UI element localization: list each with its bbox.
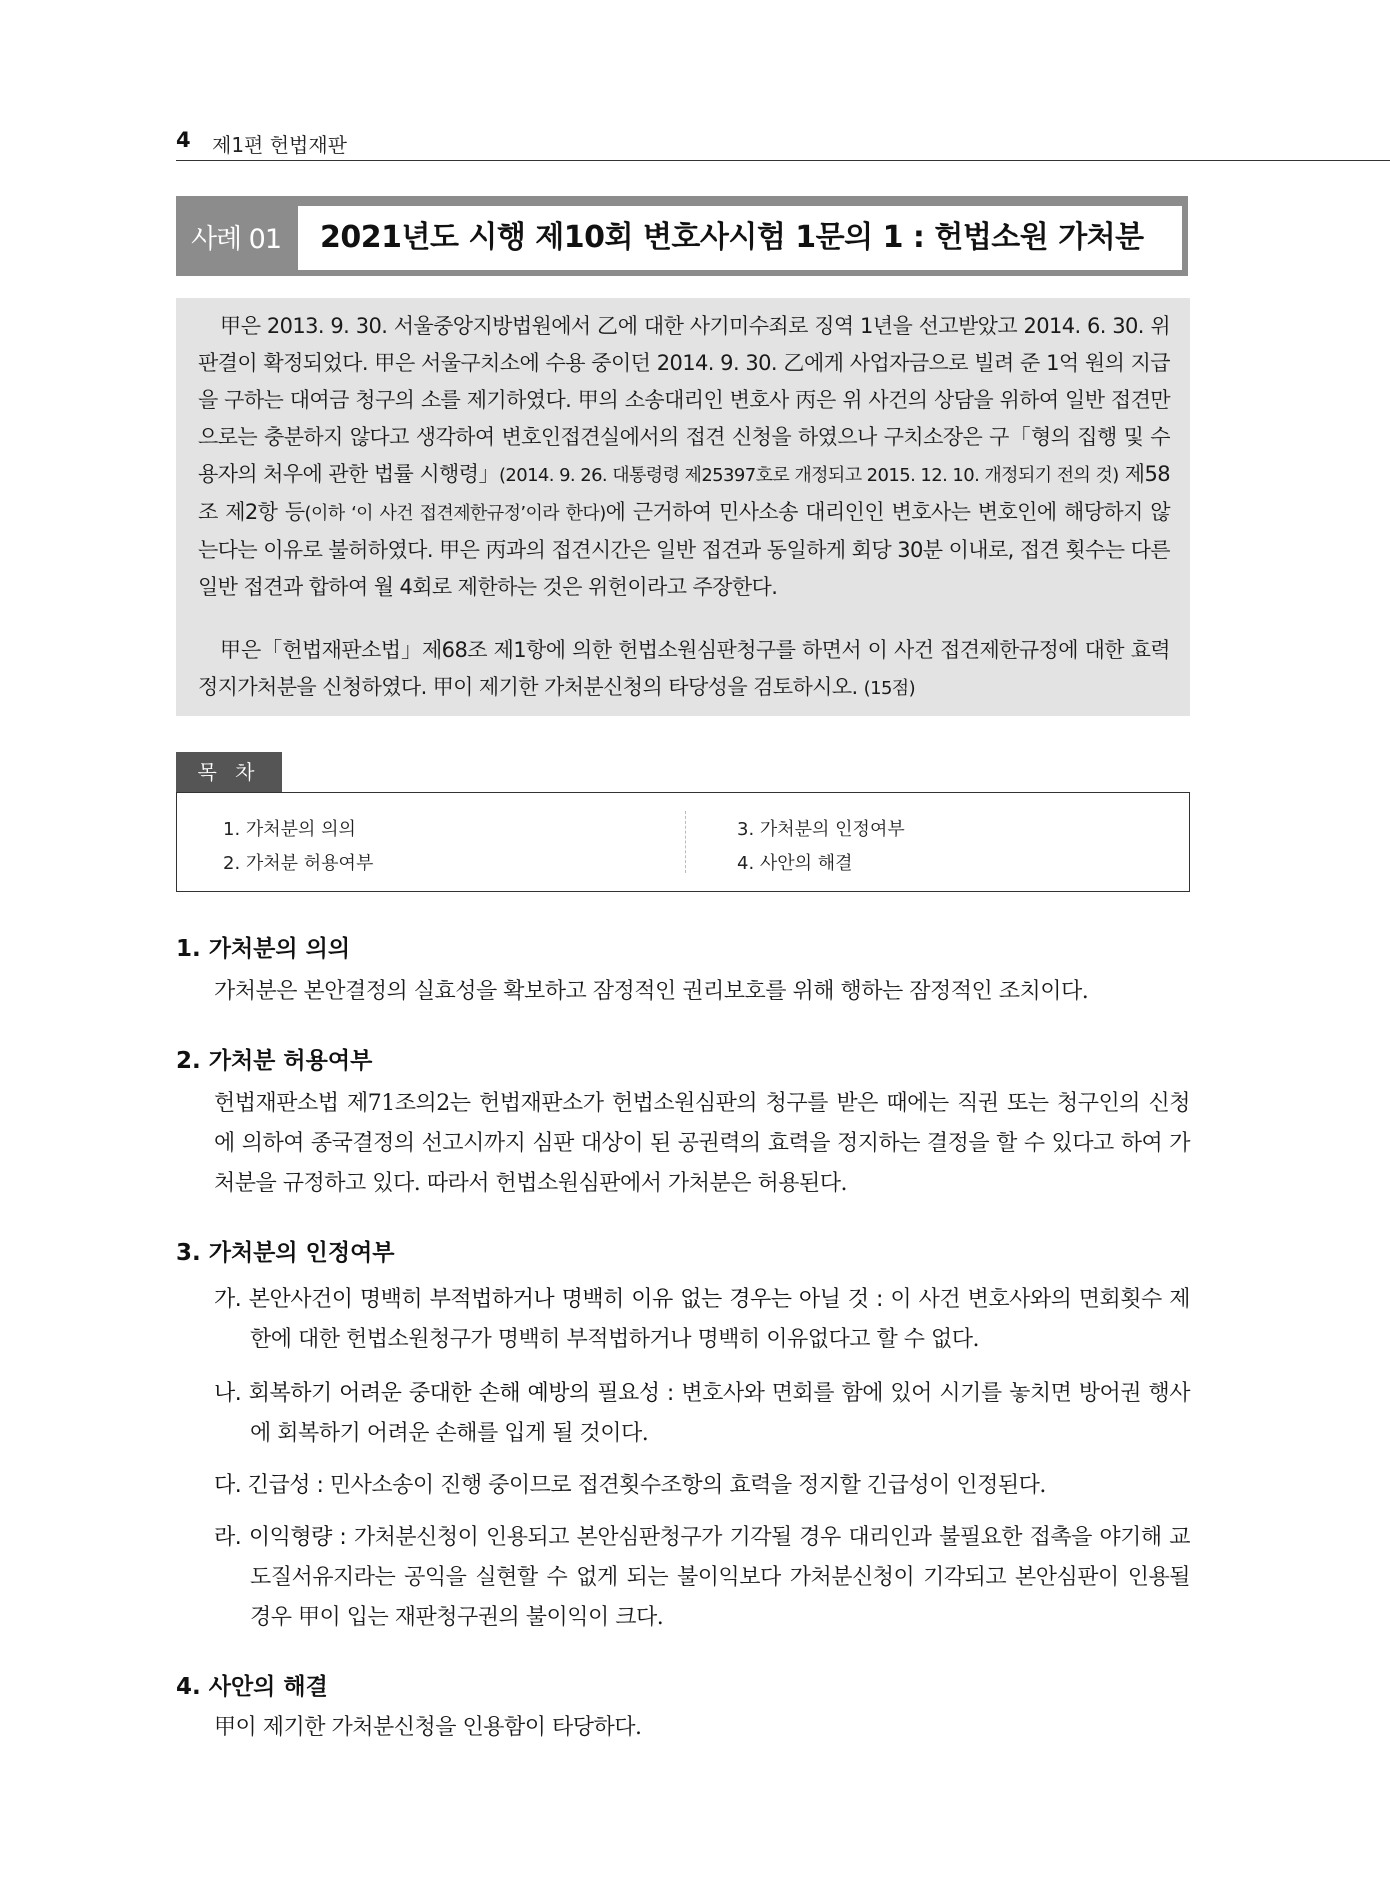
sub-item-text: 민사소송이 진행 중이므로 접견횟수조항의 효력을 정지할 긴급성이 인정된다.	[329, 1473, 1046, 1498]
chapter-title: 제1편 헌법재판	[212, 133, 348, 157]
sub-item-ga	[214, 1280, 1190, 1360]
section-text-4: 甲이 제기한 가처분신청을 인용함이 타당하다.	[214, 1715, 642, 1740]
case-title-panel	[298, 206, 1182, 270]
section-heading-3: 3. 가처분의 인정여부	[176, 1240, 395, 1266]
sub-item-text: 이 사건 변호사와의 면회횟수 제한에 대한 헌법소원청구가 명백히 부적법하거나 명백히 이유없다고 할 수 없다.	[250, 1287, 1191, 1352]
section-heading-2: 2. 가처분 허용여부	[176, 1048, 373, 1074]
section-text-2: 헌법재판소법 제71조의2는 헌법재판소가 헌법소원심판의 청구를 받은 때에는 직권 또는 청구인의 신청에 의하여 종국결정의 선고시까지 심판 대상이 된 공권력의 효력을 정지하는 결정을 할 수 있다고 하여 가처분을 규정하고 있다. 따라서 헌법소원심판에서 가처분은 허용된다.	[214, 1091, 1190, 1196]
sub-item-heading: 가. 본안사건이 명백히 부적법하거나 명백히 이유 없는 경우는 아닐 것 :	[214, 1287, 891, 1312]
sub-item-heading: 라. 이익형량 :	[214, 1525, 354, 1550]
problem-paragraph-1	[198, 308, 1170, 606]
toc-item: 4. 사안의 해결	[737, 853, 853, 874]
sub-item-heading: 다. 긴급성 :	[214, 1473, 330, 1498]
sub-item-da	[214, 1466, 1190, 1506]
toc-item: 3. 가처분의 인정여부	[737, 819, 905, 840]
case-label: 사례 01	[190, 224, 282, 255]
toc-box	[176, 792, 1190, 892]
problem-text: 에 근거하여 민사소송 대리인인 변호사는 변호인에 해당하지 않는다는 이유로 불허하였다. 甲은 丙과의 접견시간은 일반 접견과 동일하게 회당 30분 이내로, 접견 횟수는 다른 일반 접견과 합하여 월 4회로 제한하는 것은 위헌이라고 주장한다.	[198, 500, 1170, 599]
toc-item: 2. 가처분 허용여부	[223, 853, 374, 874]
section-text-1: 가처분은 본안결정의 실효성을 확보하고 잠정적인 권리보호를 위해 행하는 잠정적인 조치이다.	[214, 979, 1089, 1004]
toc-divider	[685, 811, 686, 873]
sub-item-text: 가처분신청이 인용되고 본안심판청구가 기각될 경우 대리인과 불필요한 접촉을 야기해 교도질서유지라는 공익을 실현할 수 없게 되는 불이익보다 가처분신청이 기각되고 본안심판이 인용될 경우 甲이 입는 재판청구권의 불이익이 크다.	[250, 1525, 1190, 1630]
case-title: 2021년도 시행 제10회 변호사시험 1문의 1 : 헌법소원 가처분	[320, 220, 1144, 255]
sub-item-ra	[214, 1518, 1190, 1638]
problem-text: 제58조 제2항 등	[198, 462, 1170, 524]
problem-points: (15점)	[863, 678, 916, 699]
problem-note: (이하 ‘이 사건 접견제한규정’이라 한다)	[304, 503, 606, 524]
problem-text: 甲은「헌법재판소법」제68조 제1항에 의한 헌법소원심판청구를 하면서 이 사건 접견제한규정에 대한 효력정지가처분을 신청하였다. 甲이 제기한 가처분신청의 타당성을 검토하시오.	[198, 638, 1170, 699]
page-number: 4	[176, 128, 191, 152]
problem-text: 甲은 2013. 9. 30. 서울중앙지방법원에서 乙에 대한 사기미수죄로 징역 1년을 선고받았고 2014. 6. 30. 위 판결이 확정되었다. 甲은 서울구치소에 수용 중이던 2014. 9. 30. 乙에게 사업자금으로 빌려 준 1억 원의 지급을 구하는 대여금 청구의 소를 제기하였다. 甲의 소송대리인 변호사 丙은 위 사건의 상담을 위하여 일반 접견만으로는 충분하지 않다고 생각하여 변호인접견실에서의 접견 신청을 하였으나 구치소장은 구「형의 집행 및 수용자의 처우에 관한 법률 시행령」	[198, 314, 1170, 486]
running-header	[176, 124, 1390, 161]
section-heading-4: 4. 사안의 해결	[176, 1674, 328, 1700]
sub-item-text: 변호사와 면회를 함에 있어 시기를 놓치면 방어권 행사에 회복하기 어려운 손해를 입게 될 것이다.	[250, 1381, 1191, 1446]
problem-box	[176, 298, 1190, 716]
toc-item: 1. 가처분의 의의	[223, 819, 356, 840]
toc-label: 목 차	[176, 752, 282, 792]
sub-item-na	[214, 1374, 1190, 1454]
problem-note: (2014. 9. 26. 대통령령 제25397호로 개정되고 2015. 12. 10. 개정되기 전의 것)	[498, 465, 1119, 486]
problem-paragraph-2	[198, 632, 1170, 707]
case-title-box	[176, 196, 1188, 276]
section-heading-1: 1. 가처분의 의의	[176, 936, 351, 962]
sub-item-heading: 나. 회복하기 어려운 중대한 손해 예방의 필요성 :	[214, 1381, 682, 1406]
